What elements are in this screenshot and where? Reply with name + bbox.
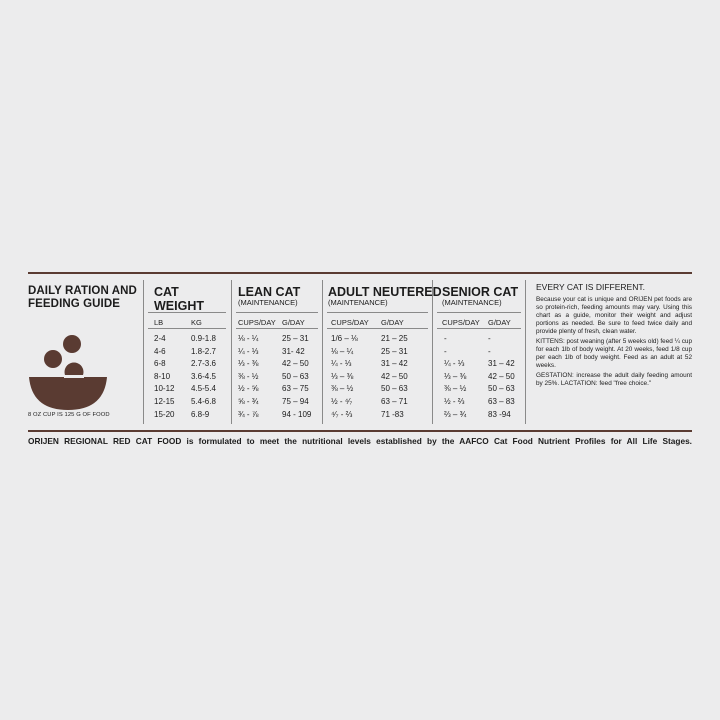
table-cell: ¼ - ⅓	[331, 359, 352, 369]
senior-header: SENIOR CAT	[442, 285, 519, 299]
table-cell: -	[488, 334, 491, 343]
table-cell: 63 – 71	[381, 396, 408, 406]
senior-col-cups: CUPS/DAY	[442, 318, 480, 327]
lb-column	[154, 333, 174, 421]
neutered-cups-column	[331, 333, 358, 421]
lean-subtitle: (MAINTENANCE)	[238, 298, 298, 307]
table-cell: 5.4-6.8	[191, 396, 216, 406]
table-cell: 31 – 42	[488, 359, 515, 369]
neutered-subtitle: (MAINTENANCE)	[328, 298, 388, 307]
divider	[432, 280, 433, 424]
table-cell: ⅛ - ¼	[238, 334, 259, 343]
table-cell: 83 -94	[488, 409, 511, 419]
table-cell: ¼ - ⅓	[238, 346, 259, 356]
table-cell: 50 – 63	[488, 384, 515, 394]
table-cell: 2-4	[154, 334, 166, 343]
table-cell: 0.9-1.8	[191, 334, 216, 343]
table-cell: 75 – 94	[282, 396, 309, 406]
lean-g-column	[282, 333, 311, 421]
table-cell: 2.7-3.6	[191, 359, 216, 369]
table-cell: 63 – 75	[282, 384, 309, 394]
guide-title-line1: DAILY RATION AND	[28, 285, 137, 297]
table-cell: 6.8-9	[191, 409, 210, 419]
senior-col-g: G/DAY	[488, 318, 511, 327]
table-cell: 94 - 109	[282, 409, 312, 419]
table-cell: ½ - ⅔	[444, 396, 465, 406]
guide-title-line2: FEEDING GUIDE	[28, 298, 121, 310]
table-cell: 15-20	[154, 409, 175, 419]
header-rule	[437, 312, 521, 313]
table-cell: 4-6	[154, 346, 166, 356]
table-cell: 71 -83	[381, 409, 404, 419]
aafco-statement: ORIJEN REGIONAL RED CAT FOOD is formulated to meet the nutritional levels established by the AAFCO Cat Food Nutrient Profiles for All Life Stages.	[28, 436, 692, 446]
neutered-col-g: G/DAY	[381, 318, 404, 327]
info-paragraph-kittens: KITTENS: post weaning (after 5 weeks old) feed ¼ cup for each 1lb of body weight. At 20 weeks, feed 1/8 cup per each 1lb of body weight. Feed as an adult at 52 weeks.	[536, 338, 692, 369]
table-cell: 1/6 – ⅛	[331, 334, 358, 343]
guide-title	[28, 285, 137, 311]
neutered-g-column	[381, 333, 408, 421]
column-rule	[327, 328, 428, 329]
info-block	[536, 282, 692, 390]
kg-column	[191, 333, 216, 421]
table-cell: 63 – 83	[488, 396, 515, 406]
cup-note: 8 OZ CUP IS 125 G OF FOOD	[28, 412, 110, 418]
table-cell: ½ - ⅝	[238, 384, 259, 394]
table-cell: 50 – 63	[381, 384, 408, 394]
table-cell: ⅛ – ¼	[331, 346, 354, 356]
divider	[143, 280, 144, 424]
table-cell: 10-12	[154, 384, 175, 394]
info-paragraph: Because your cat is unique and ORIJEN pet foods are so protein-rich, feeding amounts may vary. Using this chart as a guide, monitor their weight and adjust portions as needed. Be sure to feed twice daily and provide plenty of fresh, clean water.	[536, 296, 692, 335]
table-cell: ⁴⁄₇ - ⅔	[331, 409, 353, 419]
table-cell: 42 – 50	[282, 359, 309, 369]
table-cell: ⅝ - ¾	[238, 396, 259, 406]
table-cell: 25 – 31	[282, 334, 309, 343]
table-cell: 50 – 63	[282, 371, 309, 381]
lean-header: LEAN CAT	[238, 285, 301, 299]
column-rule	[148, 328, 226, 329]
table-cell: 12-15	[154, 396, 175, 406]
neutered-header: ADULT NEUTERED	[328, 285, 442, 299]
top-rule	[28, 272, 692, 274]
table-cell: 8-10	[154, 371, 171, 381]
lean-col-g: G/DAY	[282, 318, 305, 327]
table-cell: ⅜ – ½	[444, 384, 467, 394]
column-rule	[236, 328, 318, 329]
header-rule	[236, 312, 318, 313]
table-cell: 1.8-2.7	[191, 346, 216, 356]
table-cell: 25 – 31	[381, 346, 408, 356]
weight-header: CAT WEIGHT	[154, 285, 204, 313]
col-lb: LB	[154, 318, 164, 327]
table-cell: ⅜ - ½	[238, 371, 259, 381]
senior-g-column	[488, 333, 515, 421]
table-cell: 6-8	[154, 359, 166, 369]
table-cell: ½ - ⁴⁄₇	[331, 396, 353, 406]
table-cell: ⅓ - ⅜	[238, 359, 259, 369]
divider	[525, 280, 526, 424]
table-cell: -	[444, 334, 447, 343]
table-cell: ⅓ – ⅜	[331, 371, 354, 381]
table-cell: 21 – 25	[381, 334, 408, 343]
senior-subtitle: (MAINTENANCE)	[442, 298, 502, 307]
table-cell: 3.6-4.5	[191, 371, 216, 381]
table-cell: 42 – 50	[381, 371, 408, 381]
table-cell: 42 – 50	[488, 371, 515, 381]
column-rule	[437, 328, 521, 329]
table-cell: ⅓ – ⅜	[444, 371, 467, 381]
lean-col-cups: CUPS/DAY	[238, 318, 276, 327]
table-cell: -	[444, 346, 447, 356]
table-cell: 31- 42	[282, 346, 305, 356]
table-cell: ⅔ – ¾	[444, 409, 467, 419]
col-kg: KG	[191, 318, 202, 327]
header-rule	[327, 312, 428, 313]
table-cell: ¼ - ⅓	[444, 359, 465, 369]
table-cell: ¾ - ⅞	[238, 409, 259, 419]
info-paragraph-gestation: GESTATION: increase the adult daily feeding amount by 25%. LACTATION: feed "free choice."	[536, 372, 692, 387]
divider	[231, 280, 232, 424]
neutered-col-cups: CUPS/DAY	[331, 318, 369, 327]
table-cell: -	[488, 346, 491, 356]
table-cell: 31 – 42	[381, 359, 408, 369]
bottom-rule	[28, 430, 692, 432]
senior-cups-column	[444, 333, 466, 421]
table-cell: ⅜ – ½	[331, 384, 354, 394]
table-cell: 4.5-5.4	[191, 384, 216, 394]
food-bowl-icon	[28, 330, 108, 410]
lean-cups-column	[238, 333, 258, 421]
info-title: EVERY CAT IS DIFFERENT.	[536, 282, 645, 292]
feeding-guide-panel	[28, 272, 692, 456]
divider	[322, 280, 323, 424]
